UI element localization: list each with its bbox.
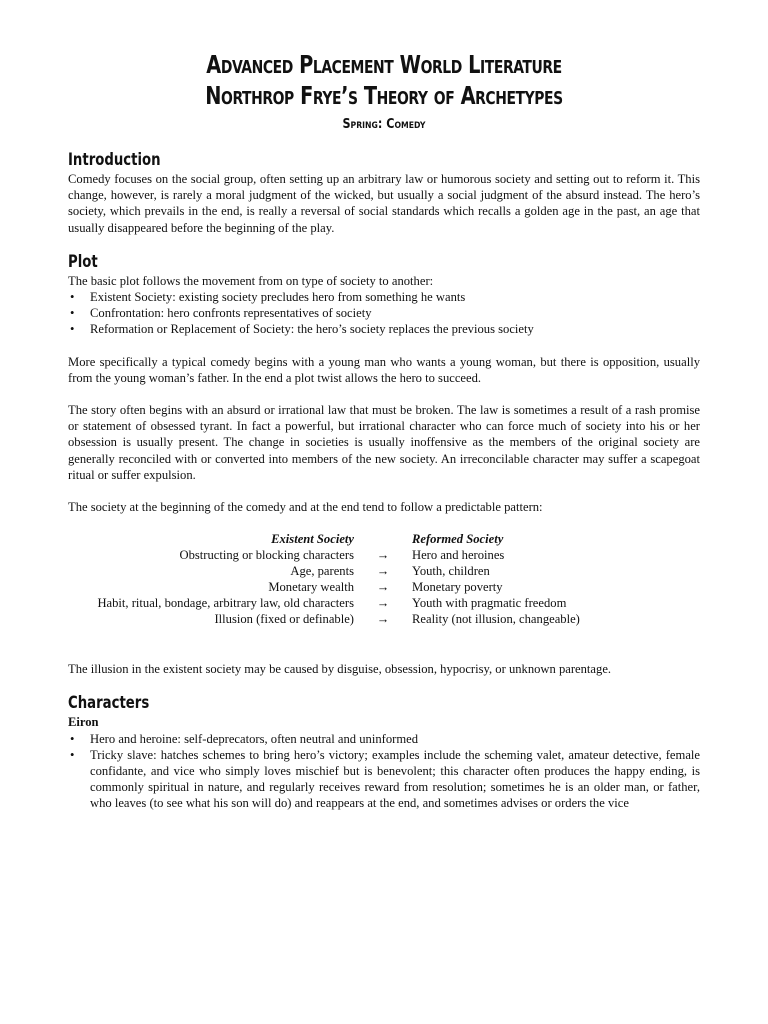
arrow-right-icon: → <box>376 564 390 579</box>
list-item <box>68 747 700 812</box>
document-title-line2: Northrop Frye’s Theory of Archetypes <box>205 81 563 110</box>
reformed-cell: Reality (not illusion, changeable) <box>412 612 580 627</box>
table-header-row <box>68 531 700 547</box>
reformed-cell: Youth with pragmatic freedom <box>412 596 567 611</box>
arrow-right-icon: → <box>376 580 390 595</box>
existent-cell: Habit, ritual, bondage, arbitrary law, old characters <box>97 596 354 611</box>
introduction-paragraph: Comedy focuses on the social group, often setting up an arbitrary law or humorous society and setting out to reform it. This change, however, is rarely a moral judgment of the wicked, but usually a social judgment of the absurd instead. The hero’s society, which prevails in the end, is really a reversal of social standards which recalls a golden age in the past, an age that usually disappeared before the beginning of the play. <box>68 172 700 235</box>
arrow-right-icon: → <box>376 548 390 563</box>
list-item-text: Confrontation: hero confronts representatives of society <box>90 306 372 321</box>
bullet-icon: • <box>70 322 75 337</box>
characters-bullet-list <box>68 731 700 812</box>
list-item <box>68 305 700 321</box>
society-comparison-table <box>68 531 700 627</box>
section-heading-plot: Plot <box>68 251 98 272</box>
section-heading-introduction: Introduction <box>68 150 161 170</box>
list-item-text: Hero and heroine: self-deprecators, often neutral and uninformed <box>90 731 419 746</box>
subheading-eiron: Eiron <box>68 715 99 730</box>
column-header-reformed: Reformed Society <box>412 532 504 547</box>
document-subtitle: Spring: Comedy <box>342 117 426 132</box>
bullet-icon: • <box>70 747 75 762</box>
column-header-existent: Existent Society <box>271 532 354 547</box>
plot-intro-paragraph: The basic plot follows the movement from on type of society to another: <box>68 273 434 288</box>
existent-cell: Obstructing or blocking characters <box>179 548 354 563</box>
list-item <box>68 321 700 337</box>
bullet-icon: • <box>70 290 75 305</box>
table-row <box>68 595 700 611</box>
arrow-right-icon: → <box>376 612 390 627</box>
bullet-icon: • <box>70 731 75 746</box>
plot-paragraph-absurd-law: The story often begins with an absurd or irrational law that must be broken. The law is sometimes a result of a rash promise or statement of obsessed tyrant. In fact a powerful, but irrational character who can force much of society into his or her obsession is usually present. The change in societies is usually inoffensive as the members of the original society are generally reconciled with or converted into members of the new society. An irreconcilable character may suffer a scapegoat ritual or suffer expulsion. <box>68 403 700 482</box>
existent-cell: Monetary wealth <box>268 580 354 595</box>
plot-paragraph-typical-comedy: More specifically a typical comedy begins with a young man who wants a young woman, but there is opposition, usually from the young woman’s father. In the end a plot twist allows the hero to succeed. <box>68 354 700 385</box>
table-row <box>68 547 700 563</box>
table-row <box>68 579 700 595</box>
document-page <box>68 48 700 812</box>
reformed-cell: Hero and heroines <box>412 548 505 563</box>
arrow-right-icon: → <box>376 596 390 611</box>
existent-cell: Illusion (fixed or definable) <box>214 612 354 627</box>
list-item-text: Reformation or Replacement of Society: the hero’s society replaces the previous society <box>90 322 534 337</box>
existent-cell: Age, parents <box>290 564 354 579</box>
illusion-paragraph: The illusion in the existent society may be caused by disguise, obsession, hypocrisy, or unknown parentage. <box>68 662 612 677</box>
list-item-text: Tricky slave: hatches schemes to bring hero’s victory; examples include the scheming valet, amateur detective, female confidante, and vice who simply loves mischief but is benevolent; this character often produces the happy ending, is commonly spiritual in nature, and regularly receives reward from resolution; sometimes he is an older man, or father, who leaves (to see what his son will do) and reappears at the end, and sometimes advises or orders the vice <box>90 747 700 811</box>
reformed-cell: Monetary poverty <box>412 580 503 595</box>
list-item <box>68 289 700 305</box>
document-title: Advanced Placement World Literature <box>206 50 562 79</box>
table-row <box>68 611 700 627</box>
bullet-icon: • <box>70 306 75 321</box>
reformed-cell: Youth, children <box>412 564 490 579</box>
section-heading-characters: Characters <box>68 693 150 714</box>
plot-paragraph-pattern: The society at the beginning of the comedy and at the end tend to follow a predictable pattern: <box>68 500 543 515</box>
table-row <box>68 563 700 579</box>
list-item-text: Existent Society: existing society precludes hero from something he wants <box>90 290 466 305</box>
plot-bullet-list <box>68 289 700 338</box>
list-item <box>68 731 700 747</box>
